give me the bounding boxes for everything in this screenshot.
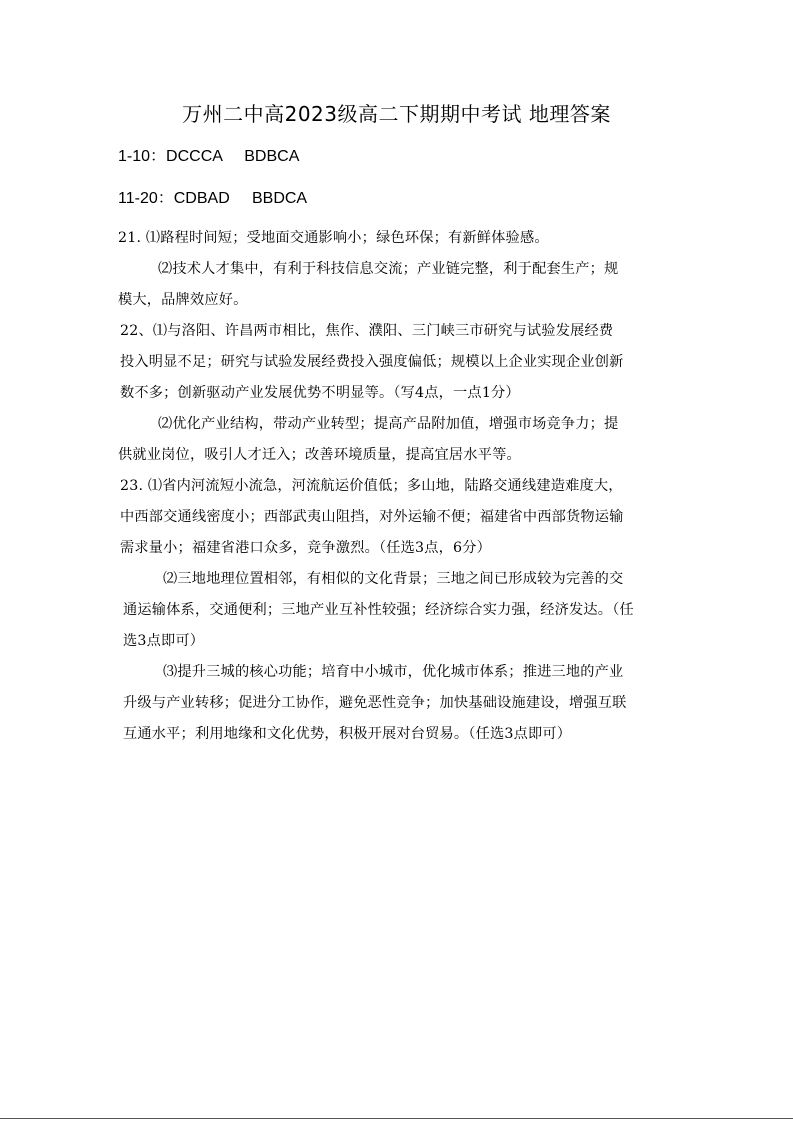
q21-part2-line2: 模大，品牌效应好。 — [118, 292, 248, 308]
q22-part1-line3: 数不多；创新驱动产业发展优势不明显等。（写4点，一点1分） — [120, 385, 520, 401]
q22-part2-line1: ⑵优化产业结构，带动产业转型；提高产品附加值，增强市场竞争力；提 — [158, 416, 619, 432]
q22-part1-line2: 投入明显不足；研究与试验发展经费投入强度偏低；规模以上企业实现企业创新 — [120, 354, 624, 370]
q23-part3-line2: 升级与产业转移；促进分工协作，避免恶性竞争；加快基础设施建设，增强互联 — [123, 695, 627, 711]
answer-key-11-20: 11-20：CDBAD BBDCA — [118, 190, 308, 207]
q22-part1-line1: 22、⑴与洛阳、许昌两市相比，焦作、濮阳、三门峡三市研究与试验发展经费 — [120, 323, 614, 339]
q23-part3-line1: ⑶提升三城的核心功能；培育中小城市，优化城市体系；推进三地的产业 — [163, 664, 624, 680]
page-bottom-divider — [0, 1118, 793, 1119]
q23-part3-line3: 互通水平；利用地缘和文化优势，积极开展对台贸易。（任选3点即可） — [123, 726, 572, 742]
q23-part1-line3: 需求量小；福建省港口众多，竞争激烈。（任选3点，6分） — [120, 540, 492, 556]
q23-part2-line1: ⑵三地地理位置相邻，有相似的文化背景；三地之间已形成较为完善的交 — [163, 571, 624, 587]
page-title: 万州二中高2023级高二下期期中考试 地理答案 — [182, 102, 611, 126]
q21-part1: 21. ⑴路程时间短；受地面交通影响小；绿色环保；有新鲜体验感。 — [118, 230, 549, 246]
q23-part1-line2: 中西部交通线密度小；西部武夷山阻挡，对外运输不便；福建省中西部货物运输 — [120, 509, 624, 525]
q23-part2-line2: 通运输体系，交通便利；三地产业互补性较强；经济综合实力强，经济发达。（任 — [123, 602, 634, 618]
q21-part2-line1: ⑵技术人才集中，有利于科技信息交流；产业链完整，利于配套生产；规 — [158, 261, 619, 277]
q23-part1-line1: 23. ⑴省内河流短小流急，河流航运价值低；多山地，陆路交通线建造难度大， — [120, 478, 623, 494]
answer-key-1-10: 1-10：DCCCA BDBCA — [118, 148, 300, 165]
q23-part2-line3: 选3点即可） — [123, 633, 205, 649]
q22-part2-line2: 供就业岗位，吸引人才迁入；改善环境质量，提高宜居水平等。 — [118, 447, 521, 463]
